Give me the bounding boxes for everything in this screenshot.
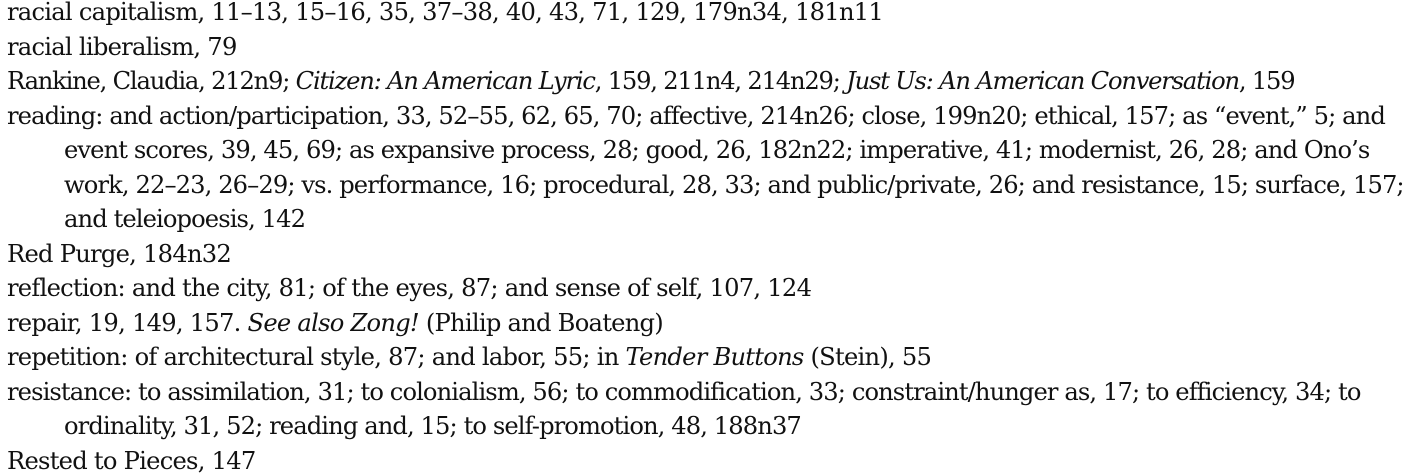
index-entry-rankine <box>7 64 1411 99</box>
index-entry-rested-to-pieces: Rested to Pieces, 147 <box>7 446 256 474</box>
book-title-citizen: Citizen: An American Lyric <box>295 67 595 95</box>
index-entry-repair-authors: (Philip and Boateng) <box>418 308 663 337</box>
index-page <box>7 0 1411 474</box>
index-entry-resistance: resistance: to assimilation, 31; to colonialism, 56; to commodification, 33; constraint/hunger as, 17; to efficiency, 34; to ordinality, 31, 52; reading and, 15; to self-promotion, 48, 188n37 <box>7 377 1361 440</box>
index-entry-repetition-text: repetition: of architectural style, 87; and labor, 55; in <box>7 343 626 371</box>
index-entry-rankine-pages: , 159, 211n4, 214n29; <box>594 67 847 95</box>
book-title-just-us: Just Us: An American Conversation <box>846 67 1239 95</box>
book-title-tender-buttons: Tender Buttons <box>625 343 804 371</box>
index-entry-reading: reading: and action/participation, 33, 52–55, 62, 65, 70; affective, 214n26; close, 199n20; ethical, 157; as “event,” 5; and event scores, 39, 45, 69; as expansive process, 28; good, 26, 182n22; imperative, 41; modernist, 26, 28; and Ono’s work, 22–23, 26–29; vs. performance, 16; procedural, 28, 33; and public/private, 26; and resistance, 15; surface, 157; and teleiopoesis, 142 <box>7 101 1404 233</box>
index-entry-reflection: reflection: and the city, 81; of the eyes, 87; and sense of self, 107, 124 <box>7 274 812 302</box>
index-entry-red-purge: Red Purge, 184n32 <box>7 239 232 268</box>
index-entry-repair <box>7 306 1411 341</box>
index-entry-repetition-end: (Stein), 55 <box>803 343 932 371</box>
index-entry-repetition <box>7 340 1411 375</box>
index-entry-racial-capitalism: racial capitalism, 11–13, 15–16, 35, 37–38, 40, 43, 71, 129, 179n34, 181n11 <box>7 0 884 26</box>
index-entry-racial-liberalism: racial liberalism, 79 <box>7 32 237 61</box>
see-also-zong: See also Zong! <box>247 308 419 337</box>
index-entry-rankine-pages-end: , 159 <box>1238 67 1295 95</box>
index-entry-repair-text: repair, 19, 149, 157. <box>7 308 248 337</box>
index-entry-rankine-text: Rankine, Claudia, 212n9; <box>7 67 296 95</box>
